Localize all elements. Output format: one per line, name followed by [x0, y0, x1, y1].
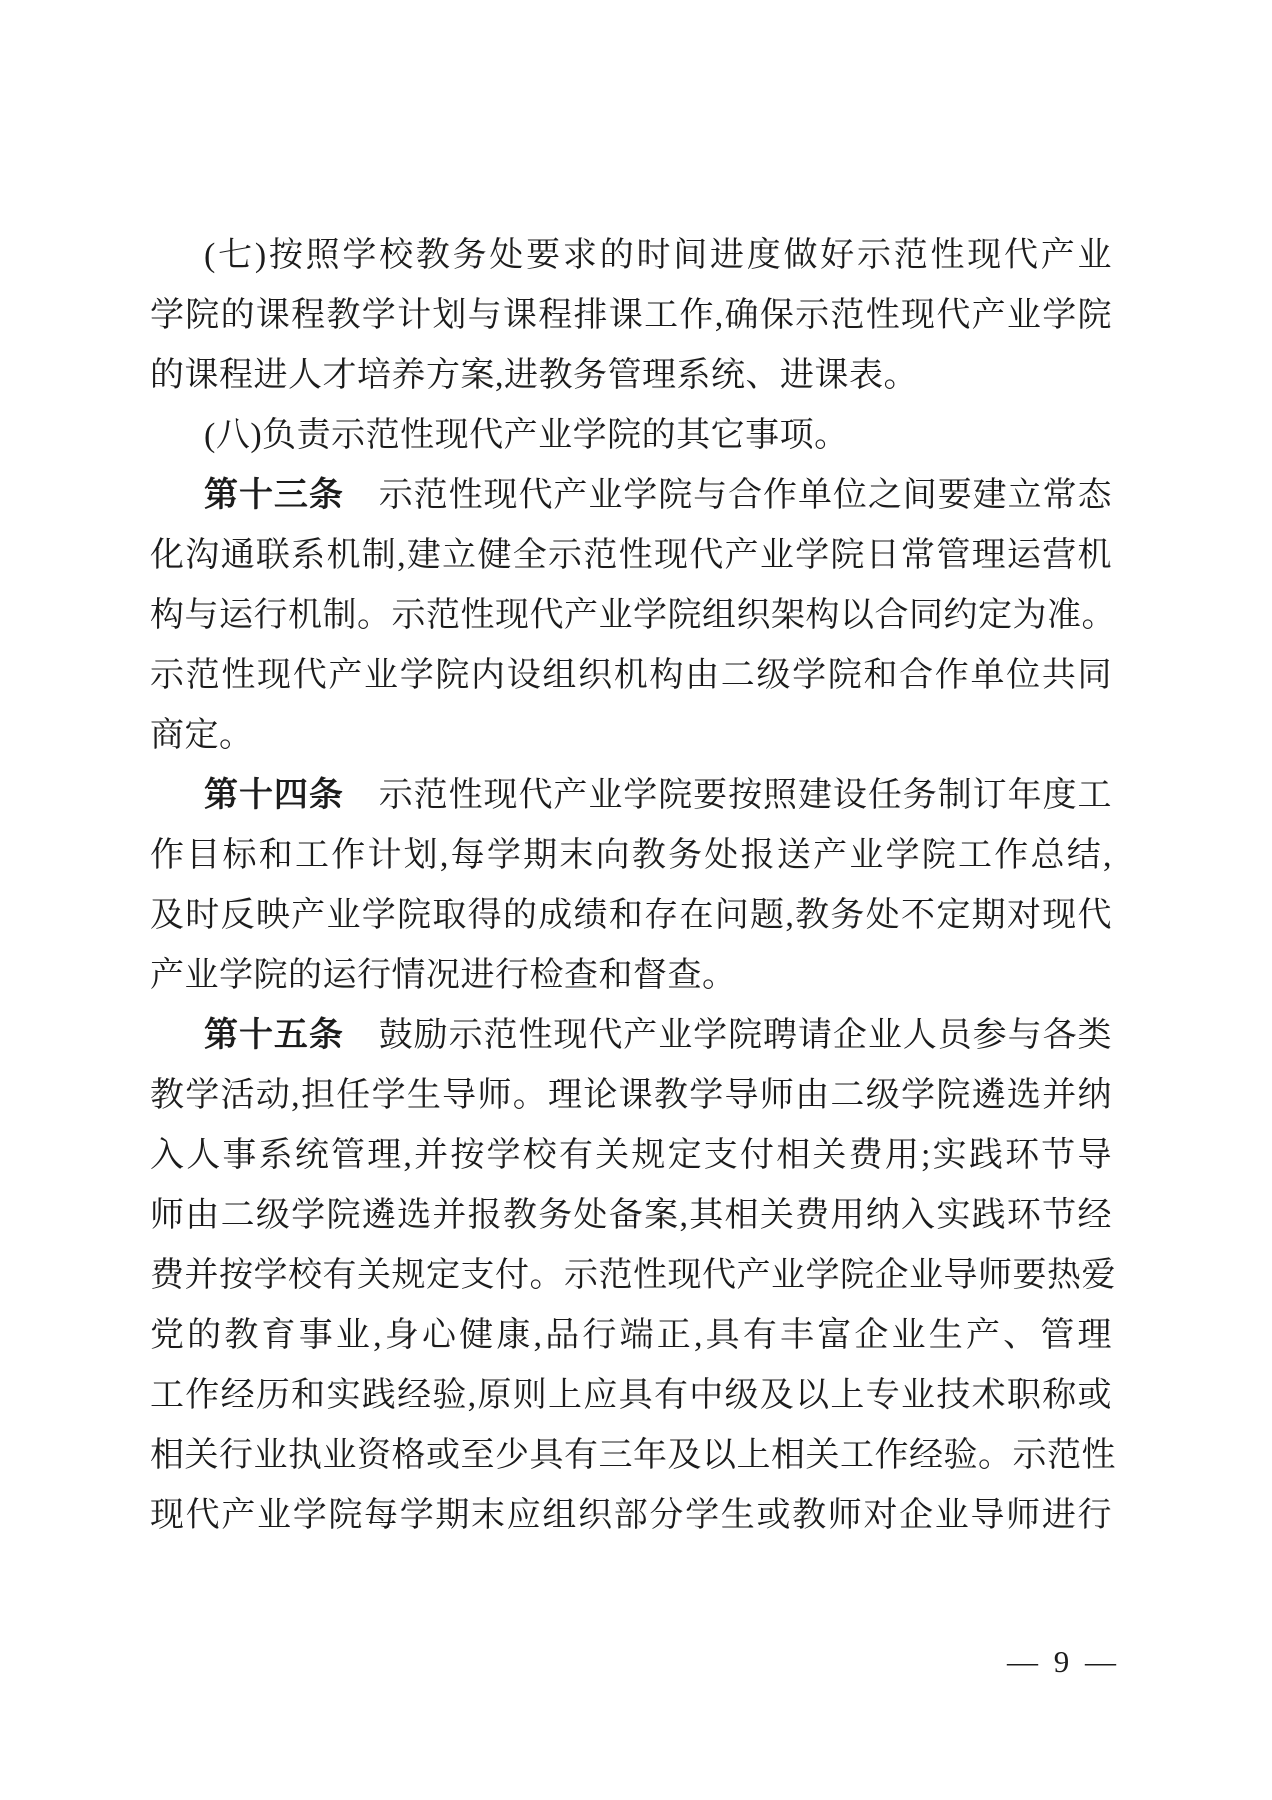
text-line	[150, 946, 1112, 1006]
line-text: 党的教育事业,身心健康,品行端正,具有丰富企业生产、管理	[150, 1317, 1112, 1354]
document-body	[150, 226, 1116, 1546]
text-line	[150, 1366, 1112, 1426]
line-text: 商定。	[150, 717, 254, 754]
line-text: 作目标和工作计划,每学期末向教务处报送产业学院工作总结,	[150, 837, 1112, 874]
line-text: 示范性现代产业学院内设组织机构由二级学院和合作单位共同	[150, 657, 1112, 694]
text-line	[150, 226, 1112, 286]
text-line	[150, 1006, 1112, 1066]
line-text: 化沟通联系机制,建立健全示范性现代产业学院日常管理运营机	[150, 537, 1112, 574]
line-text: 入人事系统管理,并按学校有关规定支付相关费用;实践环节导	[150, 1137, 1112, 1174]
line-text: 示范性现代产业学院要按照建设任务制订年度工	[343, 777, 1113, 814]
text-line	[150, 1246, 1116, 1306]
text-line	[150, 586, 1116, 646]
text-line	[150, 1306, 1112, 1366]
line-text: (七)按照学校教务处要求的时间进度做好示范性现代产业	[204, 237, 1112, 274]
text-line	[150, 346, 1112, 406]
line-text: 的课程进人才培养方案,进教务管理系统、进课表。	[150, 357, 918, 394]
line-text: (八)负责示范性现代产业学院的其它事项。	[204, 417, 849, 454]
text-line	[150, 706, 1112, 766]
line-text: 工作经历和实践经验,原则上应具有中级及以上专业技术职称或	[150, 1377, 1112, 1414]
text-line	[150, 886, 1112, 946]
line-text: 学院的课程教学计划与课程排课工作,确保示范性现代产业学院	[150, 297, 1112, 334]
line-text: 相关行业执业资格或至少具有三年及以上相关工作经验。示范性	[150, 1437, 1116, 1474]
line-text: 产业学院的运行情况进行检查和督查。	[150, 957, 737, 994]
article-number: 第十五条	[204, 1017, 344, 1054]
text-line	[150, 466, 1112, 526]
line-text: 及时反映产业学院取得的成绩和存在问题,教务处不定期对现代	[150, 897, 1112, 934]
line-text: 构与运行机制。示范性现代产业学院组织架构以合同约定为准。	[150, 597, 1116, 634]
text-line	[150, 1486, 1112, 1546]
text-line	[150, 286, 1112, 346]
line-text: 示范性现代产业学院与合作单位之间要建立常态	[343, 477, 1113, 514]
text-line	[150, 1186, 1112, 1246]
line-text: 现代产业学院每学期末应组织部分学生或教师对企业导师进行	[150, 1497, 1112, 1534]
text-line	[150, 1066, 1112, 1126]
page-number: — 9 —	[1007, 1644, 1120, 1679]
text-line	[150, 1126, 1112, 1186]
line-text: 费并按学校有关规定支付。示范性现代产业学院企业导师要热爱	[150, 1257, 1116, 1294]
text-line	[150, 1426, 1116, 1486]
text-line	[150, 646, 1112, 706]
text-line	[150, 766, 1112, 826]
text-line	[150, 526, 1112, 586]
article-number: 第十三条	[204, 477, 344, 514]
line-text: 师由二级学院遴选并报教务处备案,其相关费用纳入实践环节经	[150, 1197, 1112, 1234]
article-number: 第十四条	[204, 777, 344, 814]
line-text: 鼓励示范性现代产业学院聘请企业人员参与各类	[343, 1017, 1113, 1054]
text-line	[150, 826, 1112, 886]
text-line	[150, 406, 1112, 466]
line-text: 教学活动,担任学生导师。理论课教学导师由二级学院遴选并纳	[150, 1077, 1112, 1114]
